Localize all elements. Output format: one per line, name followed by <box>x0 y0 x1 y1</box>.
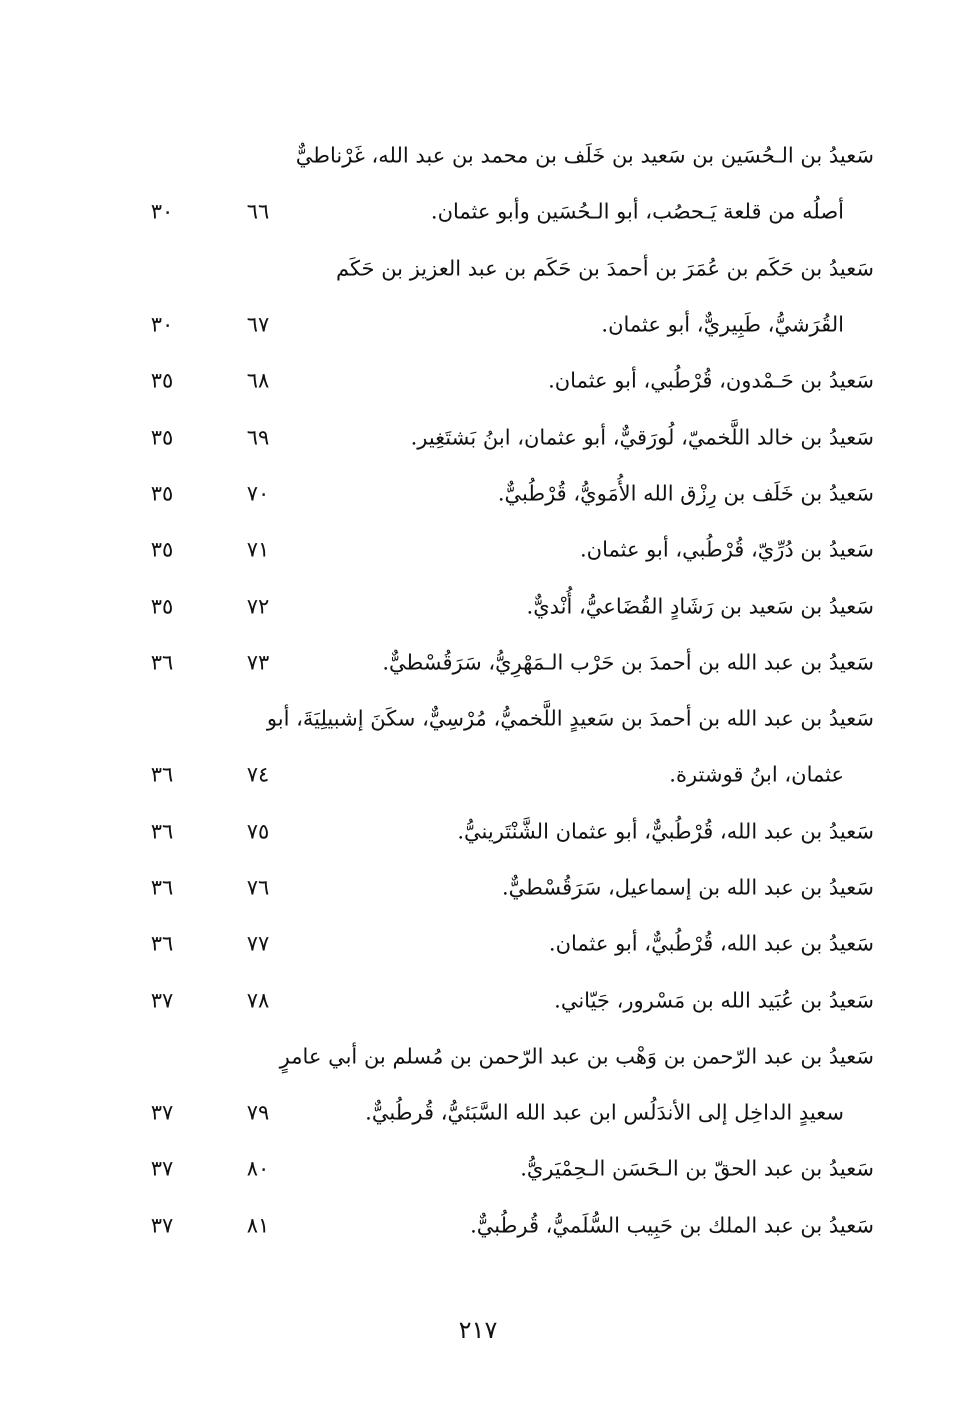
page-reference: ٣٦ <box>150 875 174 900</box>
entry-line <box>0 1198 956 1254</box>
entry-number: ٧٩ <box>246 1100 270 1125</box>
entry-name-continuation: أصلُه من قلعة يَـحصُب، أبو الـحُسَين وأبو عثمان. <box>430 199 844 224</box>
entry-line <box>0 860 956 916</box>
page-reference: ٣٠ <box>150 312 174 337</box>
entry-name: سَعيدُ بن عُبَيد الله بن مَسْرور، جَيّاني. <box>554 988 874 1013</box>
entry-name-continuation: سعيدٍ الداخِل إلى الأندَلُس ابن عبد الله السَّبَئيُّ، قُرطُبيٌّ. <box>365 1100 844 1125</box>
index-entry <box>0 466 956 522</box>
entry-number: ٧٧ <box>246 931 270 956</box>
page-reference: ٣٥ <box>150 537 174 562</box>
entry-number: ٧٤ <box>246 762 270 787</box>
page-reference: ٣٥ <box>150 594 174 619</box>
page-reference: ٣٧ <box>150 1156 174 1181</box>
page-reference: ٣٥ <box>150 425 174 450</box>
entry-name: سَعيدُ بن حَـمْدون، قُرْطُبي، أبو عثمان. <box>548 368 874 393</box>
entry-line <box>0 804 956 860</box>
entry-number: ٨٠ <box>246 1156 270 1181</box>
index-entry <box>0 972 956 1028</box>
entry-line <box>0 466 956 522</box>
entry-line <box>0 578 956 634</box>
entry-line <box>0 635 956 691</box>
entry-line <box>0 353 956 409</box>
index-entry <box>0 1029 956 1142</box>
entry-number: ٧٥ <box>246 819 270 844</box>
entry-name: سَعيدُ بن عبد الملك بن حَبِيب السُّلَميُّ، قُرطُبيٌّ. <box>470 1213 874 1238</box>
entry-line <box>0 128 956 184</box>
entry-line <box>0 1085 956 1141</box>
entry-name: سَعيدُ بن خَلَف بن رِزْق الله الأُمَويُّ، قُرْطُبيٌّ. <box>497 481 874 506</box>
page-reference: ٣٠ <box>150 199 174 224</box>
entry-name: سَعيدُ بن عبد الله بن إسماعيل، سَرَقُسْطيٌّ. <box>501 875 874 900</box>
entry-name: سَعيدُ بن دُرِّيّ، قُرْطُبي، أبو عثمان. <box>580 537 874 562</box>
entry-name: سَعيدُ بن عبد الله بن أحمدَ بن سَعيدٍ اللَّخميُّ، مُرْسِيٌّ، سكَنَ إشبيلِيَةَ، أبو <box>266 706 874 731</box>
index-entry <box>0 916 956 972</box>
page-reference: ٣٦ <box>150 931 174 956</box>
index-entry <box>0 522 956 578</box>
index-entry <box>0 578 956 634</box>
index-entry <box>0 353 956 409</box>
entry-number: ٦٨ <box>246 368 270 393</box>
entry-number: ٦٩ <box>246 425 270 450</box>
entry-number: ٧٨ <box>246 988 270 1013</box>
entry-name: سَعيدُ بن عبد الله، قُرْطُبيٌّ، أبو عثمان الشَّنْتَرينيُّ. <box>457 819 874 844</box>
page-reference: ٣٥ <box>150 368 174 393</box>
entry-line <box>0 241 956 297</box>
entry-number: ٧٢ <box>246 594 270 619</box>
entry-line <box>0 972 956 1028</box>
index-entry <box>0 635 956 691</box>
page-reference: ٣٥ <box>150 481 174 506</box>
index-entry <box>0 128 956 241</box>
entry-line <box>0 691 956 747</box>
entry-number: ٦٦ <box>246 199 270 224</box>
entry-line <box>0 522 956 578</box>
entry-name-continuation: القُرَشيُّ، طَبِيريٌّ، أبو عثمان. <box>601 312 844 337</box>
entry-line <box>0 409 956 465</box>
entry-number: ٦٧ <box>246 312 270 337</box>
page-reference: ٣٧ <box>150 988 174 1013</box>
index-entry <box>0 241 956 354</box>
entry-name: سَعيدُ بن عبد الله، قُرْطُبيٌّ، أبو عثمان. <box>548 931 874 956</box>
index-entry <box>0 804 956 860</box>
page-reference: ٣٧ <box>150 1213 174 1238</box>
page-reference: ٣٦ <box>150 819 174 844</box>
entry-number: ٧٠ <box>246 481 270 506</box>
entry-line <box>0 184 956 240</box>
entry-name: سَعيدُ بن عبد الله بن أحمدَ بن حَرْب الـمَهْرِيُّ، سَرَقُسْطيٌّ. <box>382 650 874 675</box>
entry-line <box>0 916 956 972</box>
index-entries <box>0 128 956 1254</box>
entry-name: سَعيدُ بن عبد الرّحمن بن وَهْب بن عبد الرّحمن بن مُسلم بن أبي عامرٍ <box>279 1044 874 1069</box>
page-number: ٢١٧ <box>458 1316 498 1344</box>
index-entry <box>0 1198 956 1254</box>
index-entry <box>0 691 956 804</box>
entry-line <box>0 297 956 353</box>
entry-line <box>0 747 956 803</box>
index-entry <box>0 860 956 916</box>
entry-number: ٧٣ <box>246 650 270 675</box>
entry-name: سَعيدُ بن عبد الحقّ بن الـحَسَن الـحِمْيَريُّ. <box>520 1156 874 1181</box>
entry-number: ٧٦ <box>246 875 270 900</box>
entry-name: سَعيدُ بن حَكَم بن عُمَرَ بن أحمدَ بن حَكَم بن عبد العزيز بن حَكَم <box>335 256 874 281</box>
entry-line <box>0 1141 956 1197</box>
page-reference: ٣٦ <box>150 650 174 675</box>
entry-line <box>0 1029 956 1085</box>
entry-name-continuation: عثمان، ابنُ قوشترة. <box>669 762 844 787</box>
page-reference: ٣٧ <box>150 1100 174 1125</box>
entry-name: سَعيدُ بن سَعيد بن رَشَادٍ القُضَاعيُّ، أُنْديٌّ. <box>526 594 874 619</box>
index-entry <box>0 409 956 465</box>
index-entry <box>0 1141 956 1197</box>
page-reference: ٣٦ <box>150 762 174 787</box>
entry-number: ٧١ <box>246 537 270 562</box>
entry-number: ٨١ <box>246 1213 270 1238</box>
entry-name: سَعيدُ بن الـحُسَين بن سَعيد بن خَلَف بن محمد بن عبد الله، غَرْناطيٌّ <box>295 143 874 168</box>
entry-name: سَعيدُ بن خالد اللَّخميّ، لُورَقيٌّ، أبو عثمان، ابنُ بَشتَغِير. <box>410 425 874 450</box>
